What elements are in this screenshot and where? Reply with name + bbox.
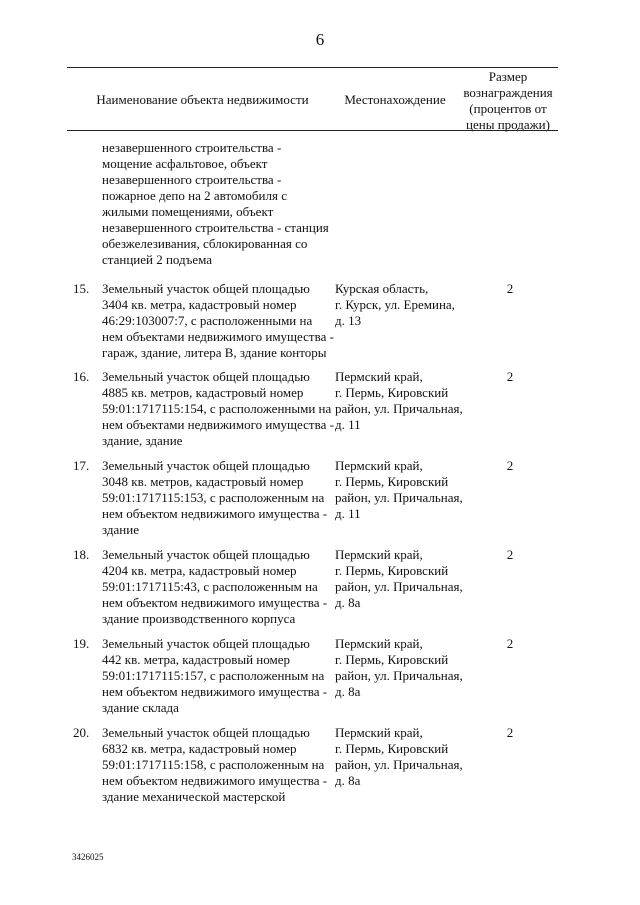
- row-location: Курская область, г. Курск, ул. Еремина, д. 13: [335, 281, 455, 328]
- document-code: 3426025: [72, 852, 104, 862]
- row-number: 18.: [73, 547, 90, 562]
- row-object-name: Земельный участок общей площадью 4885 кв. метров, кадастровый номер 59:01:1717115:154, с расположенными на нем объектами недвижимого имущества - здание, здание: [102, 369, 334, 448]
- row-location: Пермский край, г. Пермь, Кировский район, ул. Причальная, д. 8а: [335, 725, 463, 788]
- row-object-name: Земельный участок общей площадью 6832 кв. метра, кадастровый номер 59:01:1717115:158, с расположенным на нем объектом недвижимого имущества - здание механической мастерской: [102, 725, 328, 804]
- row-number: 17.: [73, 458, 90, 473]
- row-location: Пермский край, г. Пермь, Кировский район, ул. Причальная, д. 11: [335, 369, 463, 432]
- row-reward: 2: [506, 458, 514, 473]
- page-number: 6: [315, 30, 325, 49]
- row-location: Пермский край, г. Пермь, Кировский район, ул. Причальная, д. 11: [335, 458, 463, 521]
- table-top-rule: [67, 67, 558, 68]
- row-reward: 2: [506, 547, 514, 562]
- table-header-rule: [67, 130, 558, 131]
- row-reward: 2: [506, 725, 514, 740]
- row-number: 15.: [73, 281, 90, 296]
- row-object-name: Земельный участок общей площадью 4204 кв. метра, кадастровый номер 59:01:1717115:43, с расположенным на нем объектом недвижимого имущества - здание производственного корпуса: [102, 547, 328, 626]
- row-number: 20.: [73, 725, 90, 740]
- header-reward: Размер вознаграждения (процентов от цены продажи): [463, 69, 553, 132]
- row-object-name: Земельный участок общей площадью 3048 кв. метров, кадастровый номер 59:01:1717115:153, с расположенным на нем объектом недвижимого имущества - здание: [102, 458, 328, 537]
- continuation-text: незавершенного строительства - мощение асфальтовое, объект незавершенного строительства - пожарное депо на 2 автомобиля с жилыми помещениями, объект незавершенного строительства - станция обезжелезивания, сблокированная со станцией 2 подъема: [102, 140, 329, 267]
- row-number: 19.: [73, 636, 90, 651]
- header-location: Местонахождение: [344, 92, 446, 107]
- row-reward: 2: [506, 369, 514, 384]
- row-location: Пермский край, г. Пермь, Кировский район, ул. Причальная, д. 8а: [335, 547, 463, 610]
- row-object-name: Земельный участок общей площадью 442 кв. метра, кадастровый номер 59:01:1717115:157, с расположенным на нем объектом недвижимого имущества - здание склада: [102, 636, 328, 715]
- header-name: Наименование объекта недвижимости: [96, 92, 309, 107]
- row-location: Пермский край, г. Пермь, Кировский район, ул. Причальная, д. 8а: [335, 636, 463, 699]
- row-number: 16.: [73, 369, 90, 384]
- row-reward: 2: [506, 636, 514, 651]
- row-reward: 2: [506, 281, 514, 296]
- row-object-name: Земельный участок общей площадью 3404 кв. метра, кадастровый номер 46:29:103007:7, с расположенными на нем объектами недвижимого имущества - гараж, здание, литера В, здание конторы: [102, 281, 334, 360]
